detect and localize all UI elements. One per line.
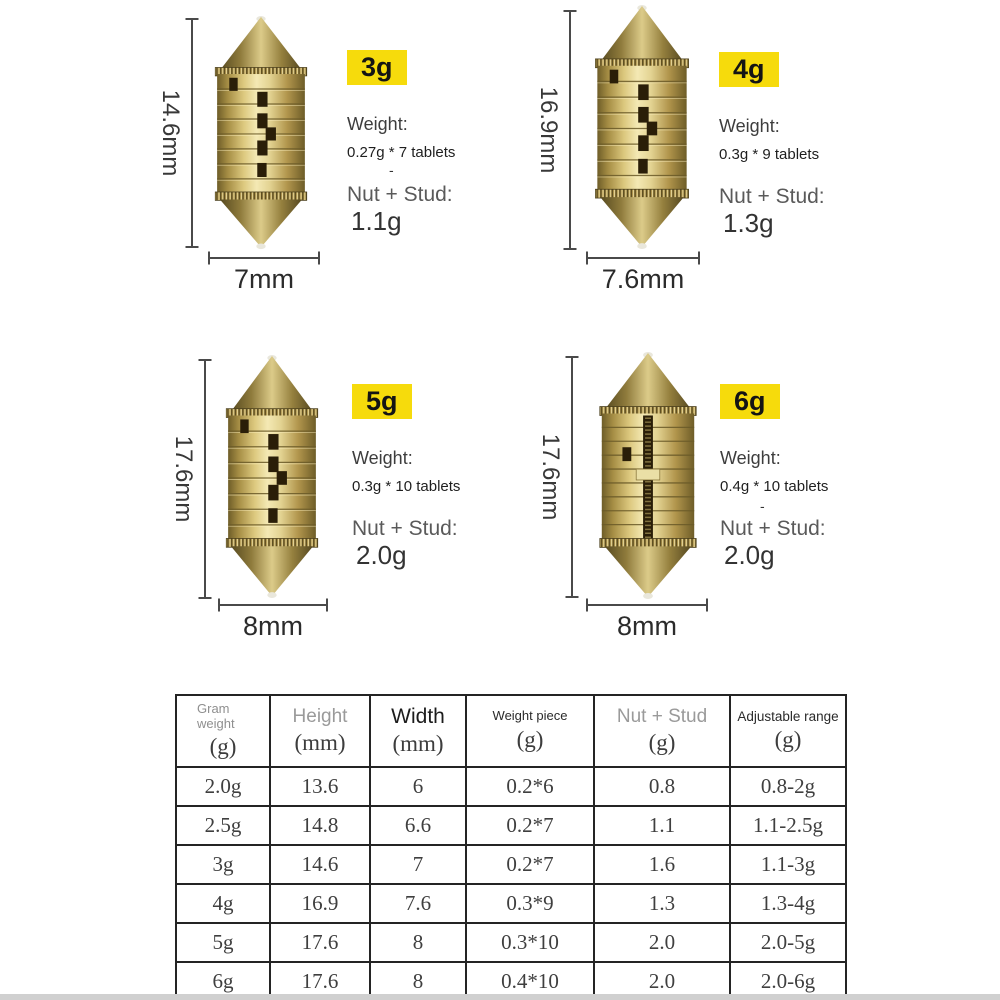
table-row <box>176 923 846 962</box>
height-dimension-line <box>535 10 571 250</box>
table-cell: 4g <box>176 884 270 923</box>
table-cell: 13.6 <box>270 767 370 806</box>
height-dimension-line <box>537 356 573 598</box>
table-cell: 1.3-4g <box>730 884 846 923</box>
weight-size-badge: 5g <box>352 384 412 419</box>
table-cell: 1.1-3g <box>730 845 846 884</box>
table-cell: 2.0g <box>176 767 270 806</box>
nut-stud-title: Nut + Stud: <box>347 183 453 206</box>
table-cell: 17.6 <box>270 923 370 962</box>
table-cell: 2.5g <box>176 806 270 845</box>
table-cell: 6g <box>176 962 270 1000</box>
table-cell: 2.0 <box>594 923 730 962</box>
height-dimension-label: 16.9mm <box>535 86 562 174</box>
nut-stud-title: Nut + Stud: <box>720 517 826 540</box>
table-cell: 7.6 <box>370 884 466 923</box>
weight-value: 0.4g * 10 tablets <box>720 478 829 495</box>
table-cell: 0.8-2g <box>730 767 846 806</box>
table-cell: 1.1 <box>594 806 730 845</box>
table-cell: 1.6 <box>594 845 730 884</box>
brass-weight-image <box>216 355 328 599</box>
table-row <box>176 884 846 923</box>
width-dimension-label: 8mm <box>617 611 677 641</box>
width-dimension-line <box>218 604 328 641</box>
table-cell: 0.8 <box>594 767 730 806</box>
weight-value: 0.27g * 7 tablets <box>347 144 456 161</box>
weight-value: 0.3g * 10 tablets <box>352 478 461 495</box>
weight-title: Weight: <box>347 114 408 134</box>
nut-stud-value: 2.0g <box>724 540 775 570</box>
product-4g-info <box>719 52 979 262</box>
width-dimension-label: 7.6mm <box>601 264 685 294</box>
table-row <box>176 845 846 884</box>
table-cell: 7 <box>370 845 466 884</box>
table-cell: 0.2*7 <box>466 806 594 845</box>
weight-value: 0.3g * 9 tablets <box>719 146 820 163</box>
table-cell: 17.6 <box>270 962 370 1000</box>
footer-strip <box>0 994 1000 1000</box>
table-cell: 8 <box>370 923 466 962</box>
col-header-weight-piece: Weight piece (g) <box>466 695 594 767</box>
width-dimension-label: 7mm <box>234 264 294 294</box>
table-header-row <box>176 695 846 767</box>
weight-title: Weight: <box>720 448 781 468</box>
table-cell: 5g <box>176 923 270 962</box>
table-cell: 0.2*6 <box>466 767 594 806</box>
product-5g-info <box>352 384 612 594</box>
weight-size-badge: 6g <box>720 384 780 419</box>
brass-weight-image <box>585 5 699 250</box>
table-cell: 2.0 <box>594 962 730 1000</box>
spec-table <box>175 694 847 1000</box>
dash-mark: - <box>760 498 765 514</box>
table-cell: 0.2*7 <box>466 845 594 884</box>
table-cell: 1.1-2.5g <box>730 806 846 845</box>
table-cell: 3g <box>176 845 270 884</box>
height-dimension-line <box>157 18 193 248</box>
product-6g-info <box>720 384 980 594</box>
height-dimension-label: 17.6mm <box>537 433 564 521</box>
col-header-adjustable-range: Adjustable range (g) <box>730 695 846 767</box>
height-dimension-line <box>170 359 206 599</box>
table-cell: 2.0-6g <box>730 962 846 1000</box>
table-cell: 0.3*10 <box>466 923 594 962</box>
table-cell: 14.8 <box>270 806 370 845</box>
product-3g-info <box>347 50 607 260</box>
height-dimension-label: 14.6mm <box>157 89 184 177</box>
table-cell: 6.6 <box>370 806 466 845</box>
table-cell: 16.9 <box>270 884 370 923</box>
weight-title: Weight: <box>719 116 780 136</box>
width-dimension-line <box>586 604 708 641</box>
table-cell: 14.6 <box>270 845 370 884</box>
col-header-width: Width (mm) <box>370 695 466 767</box>
weight-size-badge: 4g <box>719 52 779 87</box>
table-row <box>176 767 846 806</box>
width-dimension-label: 8mm <box>243 611 303 641</box>
nut-stud-title: Nut + Stud: <box>352 517 458 540</box>
nut-stud-title: Nut + Stud: <box>719 185 825 208</box>
dash-mark: - <box>389 162 394 178</box>
col-header-nut-stud: Nut + Stud (g) <box>594 695 730 767</box>
table-cell: 6 <box>370 767 466 806</box>
table-cell: 0.3*9 <box>466 884 594 923</box>
weight-title: Weight: <box>352 448 413 468</box>
nut-stud-value: 1.1g <box>351 206 402 236</box>
nut-stud-value: 1.3g <box>723 208 774 238</box>
table-cell: 8 <box>370 962 466 1000</box>
nut-stud-value: 2.0g <box>356 540 407 570</box>
table-row <box>176 806 846 845</box>
width-dimension-line <box>208 257 320 294</box>
col-header-gram-weight: Gram weight (g) <box>176 695 270 767</box>
table-cell: 2.0-5g <box>730 923 846 962</box>
width-dimension-line <box>586 257 700 294</box>
table-cell: 0.4*10 <box>466 962 594 1000</box>
height-dimension-label: 17.6mm <box>170 435 197 523</box>
col-header-height: Height (mm) <box>270 695 370 767</box>
weight-size-badge: 3g <box>347 50 407 85</box>
brass-weight-image <box>205 16 317 250</box>
brass-weight-image <box>589 352 707 600</box>
table-cell: 1.3 <box>594 884 730 923</box>
